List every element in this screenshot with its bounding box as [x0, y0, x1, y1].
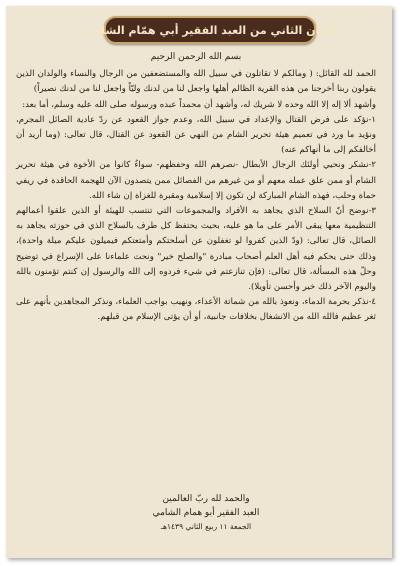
paragraph-point-4: ٤-نذكر بحرمة الدماء، ونعوذ بالله من شماتة الأعداء، ونهيب بواجب العلماء، ونذكر المجاهدين بأنهم على ثغر عظيم فالله الله من الانشغال بخلافات جانبية، أو أن يؤتى الإسلام من قبلهم.: [16, 297, 376, 323]
document-sheet: [6, 6, 392, 558]
document-title: البيان الثاني من العبد الفقير أبي همّام الشامي: [83, 23, 337, 37]
title-banner: [83, 16, 337, 44]
paragraph-point-3: ٣-نوضح أنّ السلاح الذي يجاهد به الأفراد والمجموعات التي تنتسب للهيئة أو الذين علقوا أعمالهم التنظيمية معها يبقى الأمر على ما هو عليه، بحيث يحتفظ كل طرف بالسلاح الذي في حوزته يجاهد به الصائل، قال تعالى: (ودّ الذين كفروا لو تغفلون عن أسلحتكم وأمتعتكم فيميلون عليكم ميلة واحدة)، وذلك حتى يحكم فيه أهل العلم أصحاب مبادرة "والصلح خير" ونحث علماءنا على الإسراع في توضيح وحلّ هذه المسألة، قال تعالى: (فإن تنازعتم في شيء فردوه إلى الله والرسول إن كنتم تؤمنون بالله واليوم الآخر ذلك خير وأحسن تأويلا).: [16, 206, 376, 293]
basmala: بسم الله الرحمن الرحيم: [150, 52, 242, 62]
paragraph-point-2: ٢-نشكر ونحيي أولئك الرجال الأبطال -نصرهم الله وحفظهم- سواءٌ كانوا من الأخوة في هيئة تحرير الشام أو ممن علق عمله معهم أو من غيرهم من الفصائل ممن يتصدون الآن للهجمة الحاقدة في ريفي حماة وحلب، فهذه الشام المباركة لن تكون إلا إسلامية ومقبرة للغزاة إن شاء الله.: [16, 160, 376, 201]
signature: العبد الفقير أبو همام الشامي: [152, 508, 260, 518]
date-line: الجمعة ١١ ربيع الثاني ١٤٣٩هـ: [160, 522, 252, 531]
paragraph-opening: الحمد لله القائل: ( ومالكم لا تقاتلون في سبيل الله والمستضعفين من الرجال والنساء والولدان الذين يقولون ربنا أخرجنا من هذه القرية الظالم أهلها واجعل لنا من لدنك وليّاً واجعل لنا من لدنك نصيراً): [16, 69, 376, 95]
closing-block: [96, 492, 316, 534]
closing-praise: والحمد لله ربّ العالمين: [162, 494, 250, 504]
paragraph-point-1: ١-نؤكد على فرض القتال والإعداد في سبيل الله، وعدم جواز القعود عن ردّ عادية الصائل المجرم، ونؤيد ما ورد في تعميم هيئة تحرير الشام من النهي عن القعود عن القتال، قال تعالى: (وما أريد أن أخالفكم إلى ما أنهاكم عنه): [16, 114, 376, 156]
paragraph-testimony: وأشهد ألا إله إلا الله وحده لا شريك له، وأشهد أن محمداً عبده ورسوله صلى الله عليه وسلم، أما بعد:: [22, 99, 376, 110]
statement-body: [16, 50, 376, 520]
